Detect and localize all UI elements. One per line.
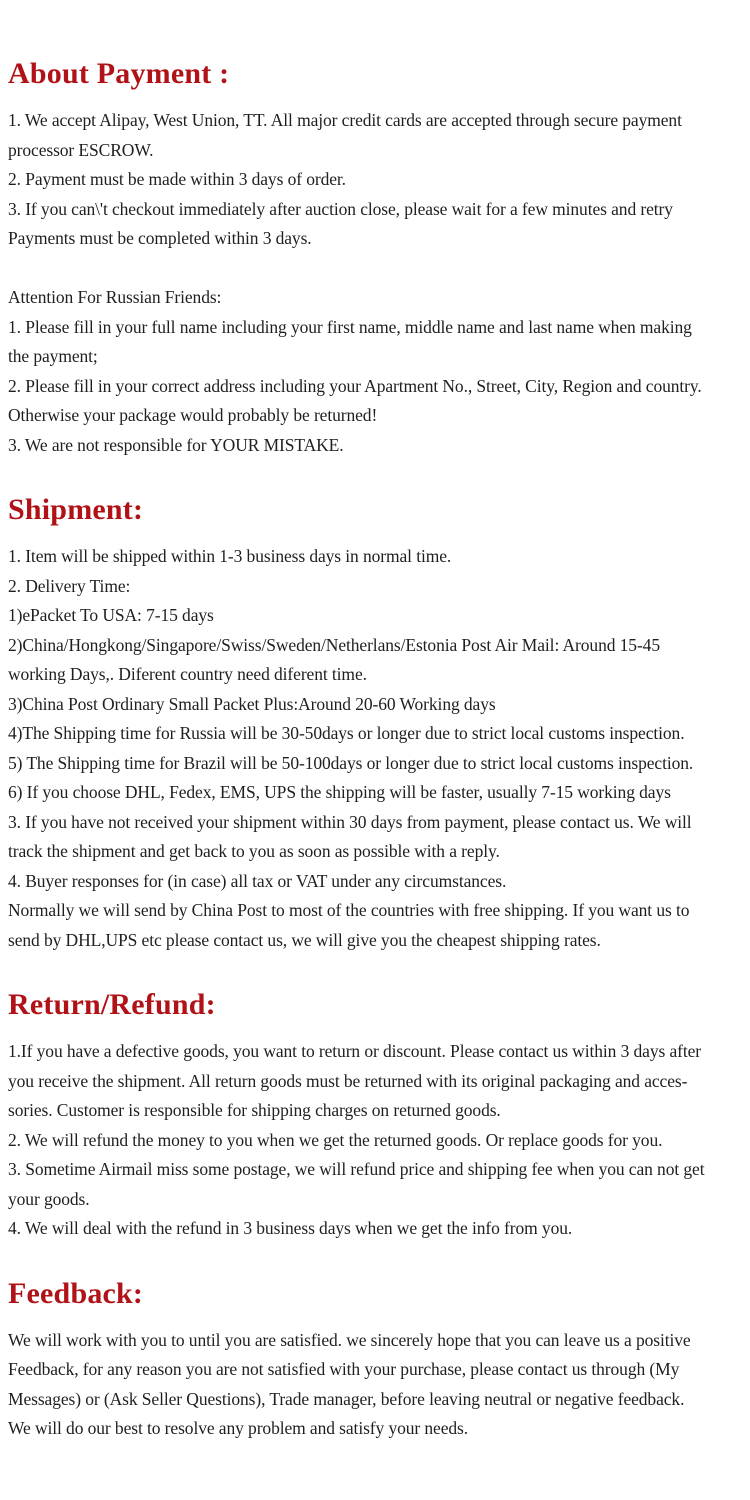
text-line: Payments must be completed within 3 days.	[8, 228, 312, 248]
text-line: sories. Customer is responsible for shipping charges on returned goods.	[8, 1100, 501, 1120]
text-line: Attention For Russian Friends:	[8, 287, 222, 307]
text-line: 1. We accept Alipay, West Union, TT. All major credit cards are accepted through secure payment	[8, 110, 682, 130]
text-line: 3. If you can\'t checkout immediately after auction close, please wait for a few minutes and retry	[8, 198, 673, 219]
text-line: 2. Please fill in your correct address including your Apartment No., Street, City, Region and country.	[8, 375, 702, 396]
text-line: 5) The Shipping time for Brazil will be 50-100days or longer due to strict local customs inspection.	[8, 752, 694, 773]
section-shipment	[8, 492, 742, 955]
text-line: the payment;	[8, 346, 98, 366]
text-line: 1. Please fill in your full name including your first name, middle name and last name when making	[8, 316, 692, 337]
return-refund-body	[8, 1037, 742, 1244]
text-line: you receive the shipment. All return goods must be returned with its original packaging and acces-	[8, 1070, 688, 1091]
text-line: 3)China Post Ordinary Small Packet Plus:Around 20-60 Working days	[8, 693, 496, 714]
text-line: 6) If you choose DHL, Fedex, EMS, UPS the shipping will be faster, usually 7-15 working days	[8, 782, 671, 802]
text-line: processor ESCROW.	[8, 139, 154, 160]
text-line: We will work with you to until you are satisfied. we sincerely hope that you can leave us a positive	[8, 1329, 691, 1350]
text-line: working Days,. Diferent country need diferent time.	[8, 664, 367, 684]
return-refund-heading: Return/Refund:	[8, 988, 216, 1021]
section-feedback	[8, 1276, 742, 1444]
text-line: Messages) or (Ask Seller Questions), Trade manager, before leaving neutral or negative feedback.	[8, 1388, 685, 1409]
text-line: We will do our best to resolve any problem and satisfy your needs.	[8, 1418, 469, 1438]
text-line: 1. Item will be shipped within 1-3 business days in normal time.	[8, 546, 452, 566]
text-line: 1)ePacket To USA: 7-15 days	[8, 605, 214, 625]
text-line	[8, 254, 742, 284]
text-line: send by DHL,UPS etc please contact us, we will give you the cheapest shipping rates.	[8, 929, 601, 950]
about-payment-body	[8, 106, 742, 460]
text-line: 3. If you have not received your shipment within 30 days from payment, please contact us. We will	[8, 811, 692, 832]
text-line: 3. Sometime Airmail miss some postage, we will refund price and shipping fee when you can not get	[8, 1159, 705, 1179]
text-line: Otherwise your package would probably be returned!	[8, 405, 378, 425]
text-line: track the shipment and get back to you as soon as possible with a reply.	[8, 841, 500, 861]
text-line: 3. We are not responsible for YOUR MISTAKE.	[8, 434, 344, 455]
text-line: 4)The Shipping time for Russia will be 30-50days or longer due to strict local customs inspection.	[8, 723, 685, 743]
text-line: 1.If you have a defective goods, you want to return or discount. Please contact us within 3 days after	[8, 1041, 702, 1061]
shipment-heading: Shipment:	[8, 493, 144, 526]
text-line: 2. Delivery Time:	[8, 575, 131, 596]
section-return-refund	[8, 987, 742, 1244]
text-line: Feedback, for any reason you are not satisfied with your purchase, please contact us through (My	[8, 1359, 680, 1379]
feedback-heading: Feedback:	[8, 1276, 144, 1310]
section-about-payment	[8, 56, 742, 460]
text-line: 2)China/Hongkong/Singapore/Swiss/Sweden/Netherlans/Estonia Post Air Mail: Around 15-45	[8, 634, 660, 655]
text-line: 2. We will refund the money to you when we get the returned goods. Or replace goods for you.	[8, 1129, 663, 1150]
text-line: 4. We will deal with the refund in 3 business days when we get the info from you.	[8, 1218, 573, 1238]
about-payment-heading: About Payment :	[8, 57, 230, 90]
feedback-body	[8, 1326, 742, 1444]
text-line: 4. Buyer responses for (in case) all tax or VAT under any circumstances.	[8, 870, 507, 891]
text-line: 2. Payment must be made within 3 days of order.	[8, 169, 346, 189]
text-line: Normally we will send by China Post to most of the countries with free shipping. If you want us to	[8, 900, 690, 920]
shipment-body	[8, 542, 742, 955]
text-line: your goods.	[8, 1188, 90, 1209]
